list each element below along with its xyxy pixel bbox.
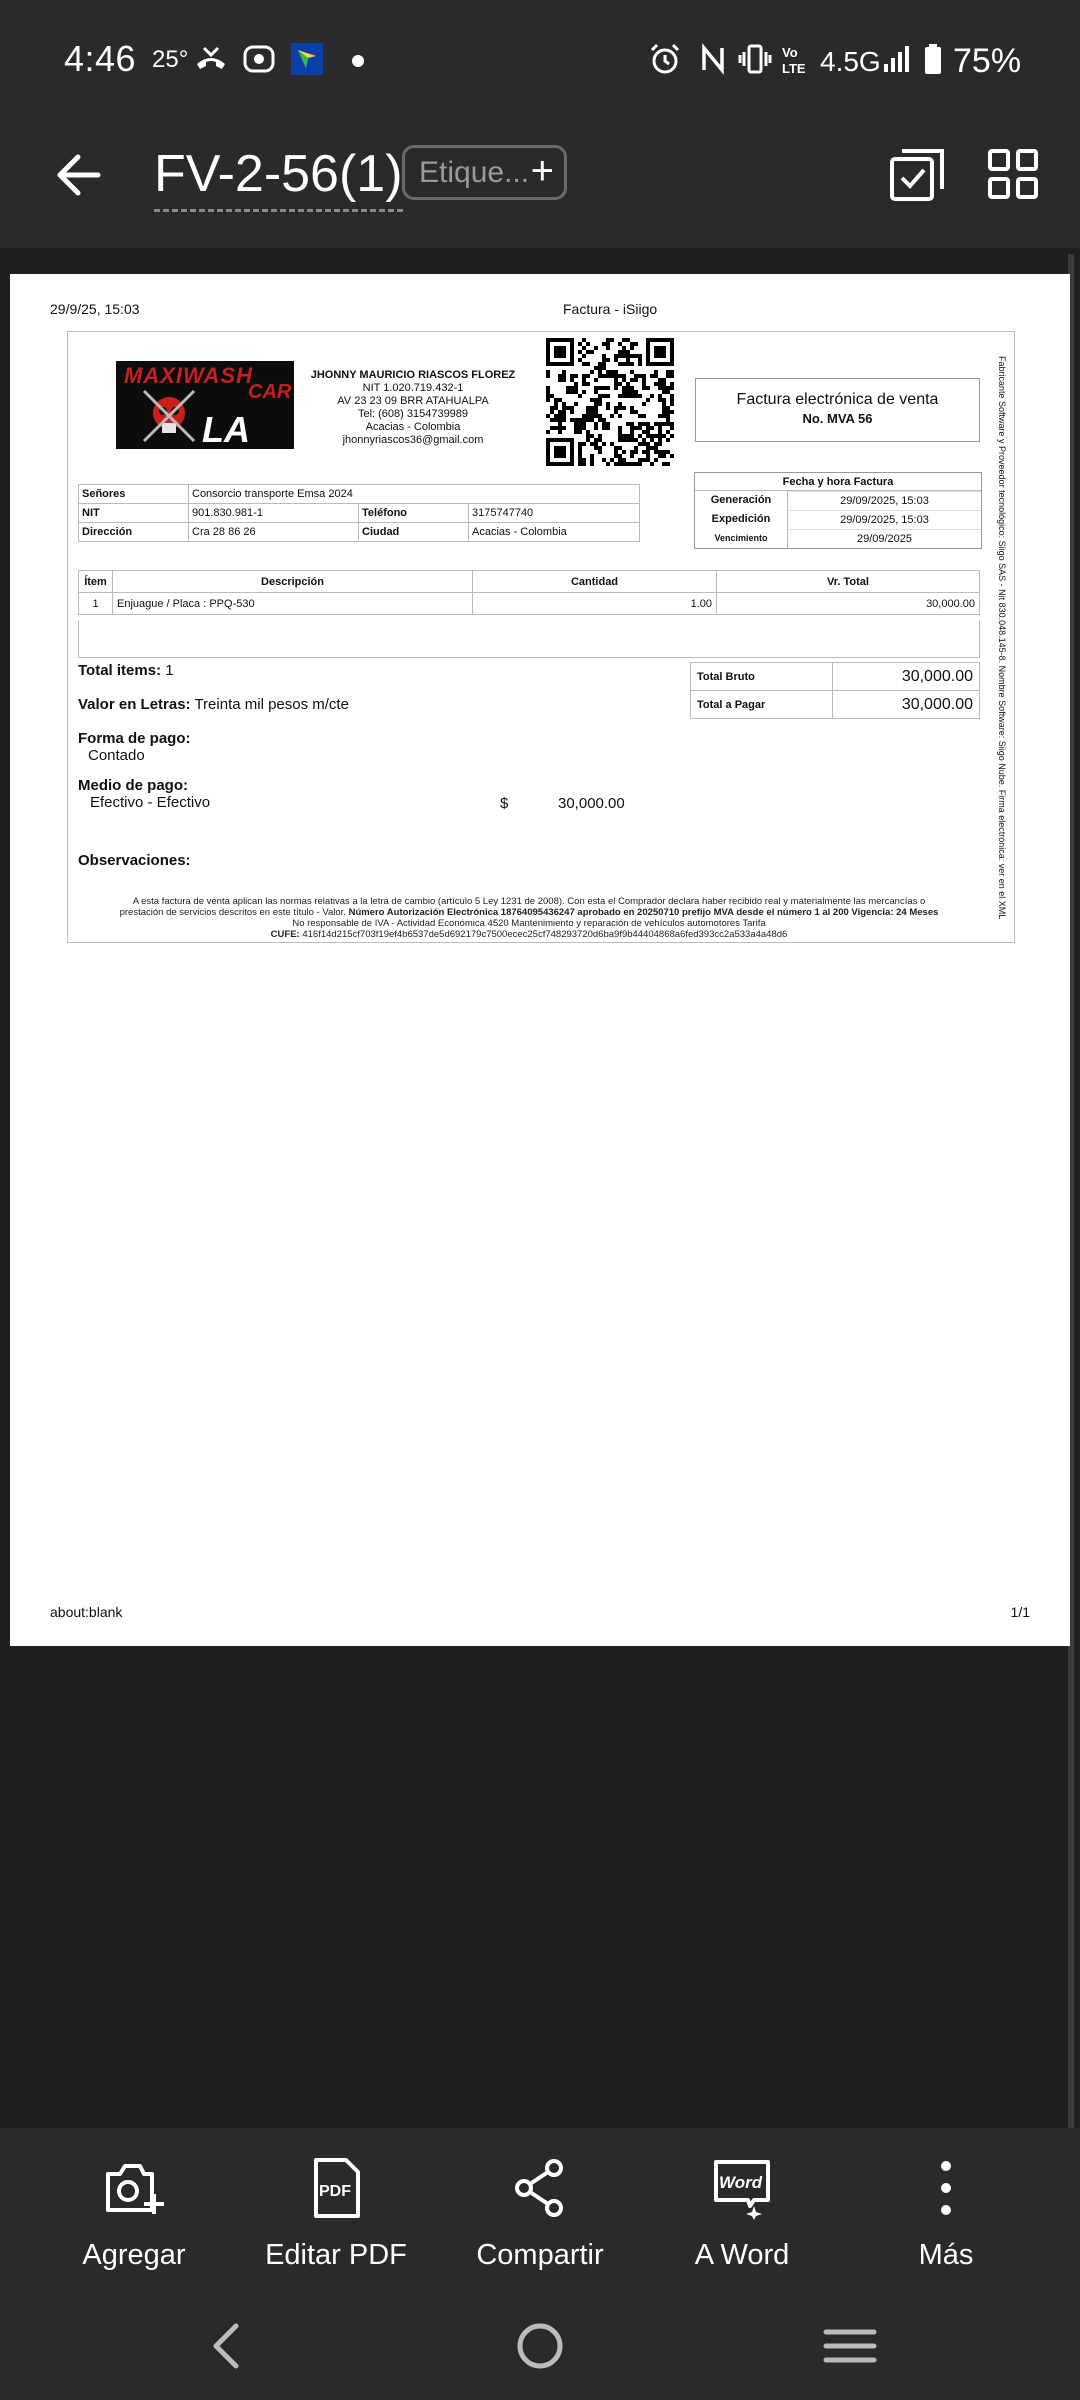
word-icon (710, 2156, 774, 2220)
total-bruto-value: 30,000.00 (833, 663, 980, 691)
date-row (695, 529, 981, 548)
logo-text-1: MAXIWASH (124, 363, 253, 388)
valor-letras-label: Valor en Letras: (78, 696, 191, 713)
pdf-edit-icon (304, 2156, 368, 2220)
more-button[interactable] (846, 2156, 1046, 2272)
medio-pago (78, 777, 210, 811)
logo-text-2: LA 19 (202, 409, 249, 492)
total-pagar-value: 30,000.00 (833, 691, 980, 719)
total-items-value: 1 (165, 662, 174, 679)
col-header-cantidad: Cantidad (473, 571, 717, 593)
col-header-total: Vr. Total (717, 571, 980, 593)
status-bar (0, 0, 1080, 125)
skull-icon (140, 387, 198, 445)
total-pagar-label: Total a Pagar (691, 691, 833, 719)
add-button-label: Agregar (82, 2239, 186, 2271)
notification-dot (352, 55, 364, 67)
tag-chip-label: Etique... (419, 156, 530, 189)
back-arrow-icon[interactable] (52, 147, 108, 203)
system-nav-bar (0, 2288, 1080, 2400)
add-button[interactable] (34, 2156, 234, 2272)
nav-back-icon[interactable] (200, 2318, 256, 2374)
nfc-icon (696, 42, 730, 76)
medio-currency: $ (500, 795, 509, 812)
grid-view-icon[interactable] (984, 145, 1042, 203)
client-senores-label: Señores (79, 485, 189, 504)
tag-add-icon[interactable]: + (530, 149, 554, 193)
emitter-address: AV 23 23 09 BRR ATAHUALPA (337, 395, 489, 407)
emitter-name: JHONNY MAURICIO RIASCOS FLOREZ (310, 369, 516, 381)
legal-line-2a: prestación de servicios descritos en este título - Valor. (119, 907, 346, 918)
svg-text:LTE: LTE (782, 61, 806, 76)
invoice-dates (694, 472, 982, 549)
more-label: Más (918, 2239, 974, 2271)
col-header-item: Ítem (79, 571, 113, 593)
company-logo (116, 361, 294, 492)
invoice (67, 331, 1015, 943)
valor-letras-value: Treinta mil pesos m/cte (194, 696, 349, 713)
forma-pago-label: Forma de pago: (78, 730, 191, 747)
qr-code-icon (546, 338, 674, 466)
client-nit: 901.830.981-1 (189, 504, 359, 523)
alarm-icon (648, 42, 682, 76)
observaciones-label: Observaciones: (78, 852, 191, 869)
client-ciudad-label: Ciudad (359, 523, 469, 542)
total-items (78, 662, 174, 679)
expedicion-label: Expedición (711, 513, 771, 525)
page-header-date: 29/9/25, 15:03 (50, 301, 140, 317)
document-type-box (695, 378, 980, 442)
battery-icon (918, 42, 952, 76)
edit-pdf-button[interactable] (236, 2156, 436, 2272)
legal-text (78, 896, 980, 940)
generacion-value: 29/09/2025, 15:03 (787, 491, 981, 510)
pdf-page (10, 274, 1070, 1646)
legal-line-2b: Número Autorización Electrónica 18764095436247 aprobado en 20250710 prefijo MVA desde el número 1 al 200 Vigencia: 24 Meses (348, 907, 939, 918)
expedicion-value: 29/09/2025, 15:03 (787, 510, 981, 529)
to-word-label: A Word (694, 2239, 790, 2271)
cell-cantidad: 1.00 (473, 593, 717, 615)
vibrate-icon (738, 42, 772, 76)
share-button[interactable] (440, 2156, 640, 2272)
legal-line-3: No responsable de IVA - Actividad Económica 4520 Mantenimiento y reparación de vehículos automotores Tarifa (292, 918, 766, 929)
legal-line-2 (78, 907, 980, 918)
signal-icon (880, 42, 914, 76)
document-type: Factura electrónica de venta (736, 391, 939, 408)
page-footer-pages: 1/1 (1010, 1604, 1030, 1620)
to-word-button[interactable] (642, 2156, 842, 2272)
vertical-provider-label: Fabricante Software y Proveedor tecnológico: Siigo SAS - Nit 830.048.145-8. Nombre Software: Siigo Nube. Firma electrónica: ver en el XML (997, 356, 1007, 920)
select-pages-icon[interactable] (888, 145, 946, 203)
nav-recents-icon[interactable] (822, 2318, 878, 2374)
share-icon (508, 2156, 572, 2220)
client-telefono: 3175747740 (469, 504, 640, 523)
items-table (78, 570, 980, 615)
status-time: 4:46 (64, 38, 137, 79)
document-viewer[interactable] (0, 248, 1080, 2128)
generacion-label: Generación (710, 494, 772, 506)
vertical-provider-text (995, 356, 1009, 920)
page-footer-url: about:blank (50, 1604, 123, 1620)
emitter-phone: Tel: (608) 3154739989 (357, 408, 469, 420)
cell-total: 30,000.00 (717, 593, 980, 615)
vencimiento-label: Vencimiento (714, 533, 768, 543)
cufe-line (78, 929, 980, 940)
share-label: Compartir (476, 2239, 604, 2271)
more-vert-icon (914, 2156, 978, 2220)
vencimiento-value: 29/09/2025 (787, 529, 981, 548)
client-direccion: Cra 28 86 26 (189, 523, 359, 542)
app-icon (242, 42, 276, 76)
cufe-value: 416f14d215cf703f19ef4b6537de5d692179c7500ecec25cf748293720d6ba9f9b44404868a6fed393cc2a533a4a48d6 (302, 929, 788, 940)
client-table (78, 484, 640, 542)
items-header-row (79, 571, 980, 593)
total-items-label: Total items: (78, 662, 162, 679)
cell-item: 1 (79, 593, 113, 615)
date-row (695, 491, 981, 510)
svg-text:Vo: Vo (782, 45, 798, 60)
status-temperature: 25° (152, 46, 189, 73)
client-direccion-label: Dirección (79, 523, 189, 542)
client-telefono-label: Teléfono (359, 504, 469, 523)
volte-icon (780, 42, 814, 76)
forma-pago (78, 730, 191, 764)
maps-icon (290, 42, 324, 76)
battery-percent: 75% (953, 42, 1022, 80)
client-senores: Consorcio transporte Emsa 2024 (189, 485, 640, 504)
emitter-nit: NIT 1.020.719.432-1 (362, 382, 464, 394)
emitter-city: Acacias - Colombia (365, 421, 461, 433)
dates-header: Fecha y hora Factura (695, 473, 981, 491)
missed-call-icon (194, 42, 228, 76)
bottom-toolbar (0, 2128, 1080, 2288)
nav-home-icon[interactable] (512, 2318, 568, 2374)
forma-pago-value: Contado (88, 747, 145, 764)
medio-amount: 30,000.00 (558, 795, 625, 812)
medio-pago-value: Efectivo - Efectivo (90, 794, 211, 811)
date-row (695, 510, 981, 529)
document-number: No. MVA 56 (802, 411, 873, 426)
total-bruto-label: Total Bruto (691, 663, 833, 691)
document-title[interactable]: FV-2-56(1) (154, 143, 403, 212)
cell-descripcion: Enjuague / Placa : PPQ-530 (113, 593, 473, 615)
word-icon-text: Word (719, 2173, 763, 2192)
valor-letras (78, 696, 349, 713)
tag-chip[interactable] (402, 145, 567, 200)
edit-pdf-label: Editar PDF (265, 2239, 407, 2271)
logo-text-3: CAR (248, 381, 292, 403)
emitter-info (298, 369, 528, 447)
totals-table (690, 662, 980, 719)
col-header-descripcion: Descripción (113, 571, 473, 593)
page-header-title: Factura - iSiigo (563, 301, 658, 317)
client-nit-label: NIT (79, 504, 189, 523)
medio-pago-label: Medio de pago: (78, 777, 188, 794)
emitter-email: jhonnyriascos36@gmail.com (342, 434, 484, 446)
cufe-label: CUFE: (270, 929, 300, 940)
camera-add-icon (102, 2156, 166, 2220)
network-type: 4.5G (820, 46, 881, 77)
table-row (79, 593, 980, 615)
items-table-blank (78, 620, 980, 658)
pdf-icon-text: PDF (319, 2183, 351, 2200)
legal-line-1: A esta factura de venta aplican las normas relativas a la letra de cambio (artículo 5 Ley 1231 de 2008). Con esta el Comprador declara haber recibido real y materialmente las mercancías o (132, 896, 926, 907)
client-ciudad: Acacias - Colombia (469, 523, 640, 542)
top-app-bar (0, 125, 1080, 248)
